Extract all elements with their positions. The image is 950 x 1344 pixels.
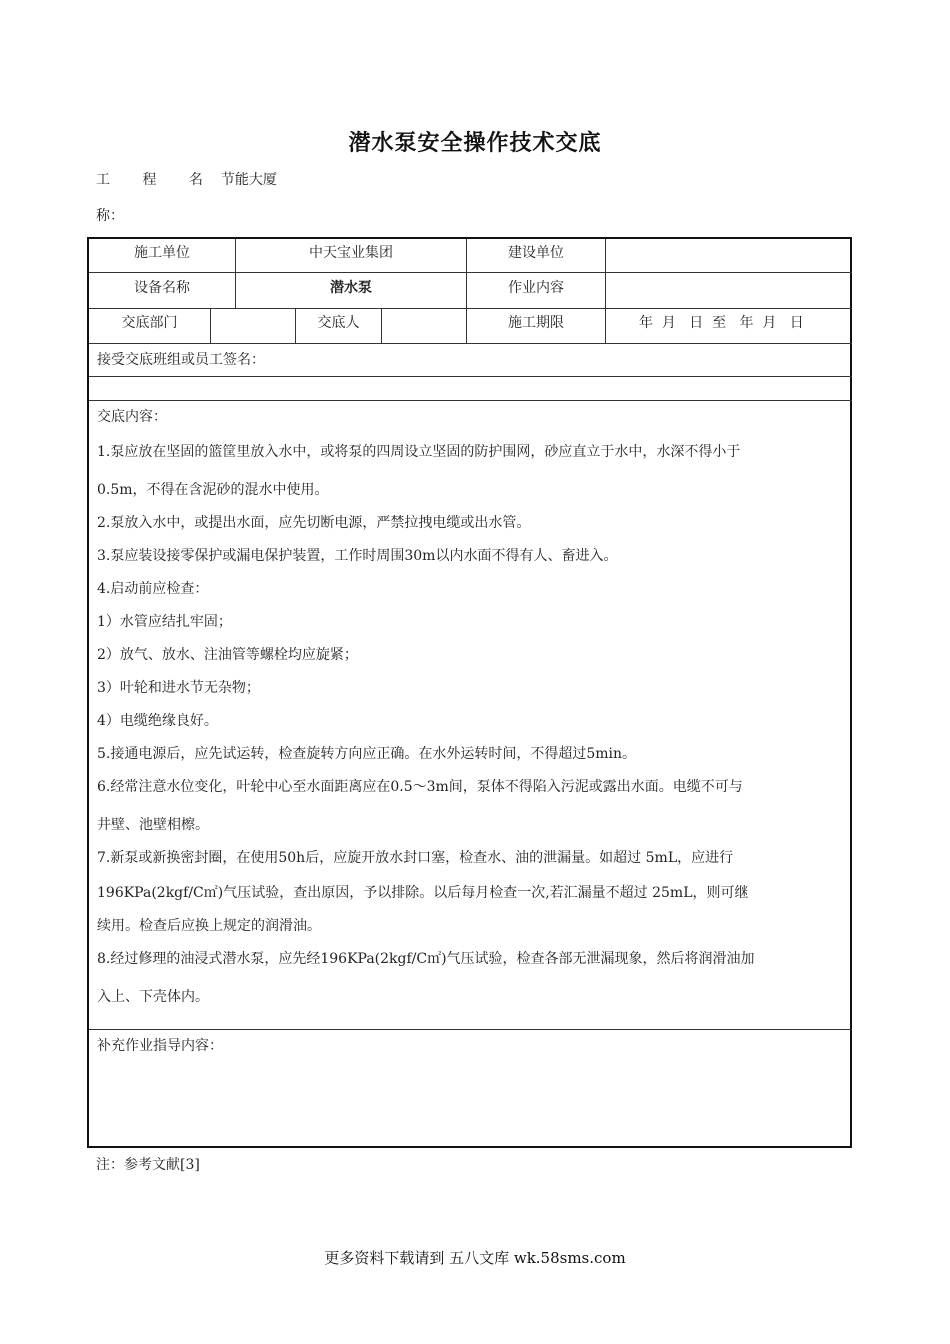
row-divider	[89, 343, 852, 344]
content-line: 2）放气、放水、注油管等螺栓均应旋紧；	[97, 647, 358, 663]
content-line: 196KPa(2kgf/C㎡)气压试验，查出原因，予以排除。以后每月检查一次,若汇漏量不超过 25mL，则可继	[97, 885, 749, 901]
project-name-value: 节能大厦	[220, 172, 277, 188]
row-divider	[89, 1029, 852, 1030]
construction-period-value: 年 月 日 至 年 月 日	[639, 315, 804, 331]
disclosure-dept-label: 交底部门	[121, 315, 178, 331]
content-line: 入上、下壳体内。	[97, 989, 209, 1005]
construction-period-label: 施工期限	[508, 315, 564, 331]
work-content-label: 作业内容	[508, 280, 564, 296]
content-line: 4.启动前应检查：	[97, 581, 209, 597]
construction-unit-label: 施工单位	[134, 245, 190, 261]
reference-note: 注：参考文献[3]	[96, 1157, 200, 1173]
col-divider	[210, 308, 211, 343]
equipment-name-value: 潜水泵	[330, 280, 372, 296]
discloser-label: 交底人	[317, 315, 360, 331]
content-line: 1.泵应放在坚固的篮筐里放入水中，或将泵的四周设立坚固的防护围网，砂应直立于水中，水深不得小于	[97, 444, 741, 460]
project-name-label: 工 程 名	[96, 172, 217, 188]
signature-label: 接受交底班组或员工签名：	[97, 352, 265, 368]
content-line: 7.新泵或新换密封圈，在使用50h后，应旋开放水封口塞，检查水、油的泄漏量。如超过 5mL，应进行	[97, 850, 734, 866]
disclosure-table	[87, 237, 852, 1148]
content-line: 3.泵应装设接零保护或漏电保护装置，工作时周围30m以内水面不得有人、畜进入。	[97, 548, 618, 564]
content-line: 8.经过修理的油浸式潜水泵，应先经196KPa(2kgf/C㎡)气压试验，检查各部无泄漏现象，然后将润滑油加	[97, 951, 755, 967]
equipment-name-label: 设备名称	[134, 280, 190, 296]
row-divider	[89, 400, 852, 401]
content-label: 交底内容：	[97, 409, 167, 425]
project-name-label-cont: 称：	[96, 208, 124, 224]
supplement-label: 补充作业指导内容：	[97, 1038, 223, 1054]
row-divider	[89, 272, 852, 273]
content-line: 6.经常注意水位变化，叶轮中心至水面距离应在0.5～3m间，泵体不得陷入污泥或露出水面。电缆不可与	[97, 779, 743, 795]
content-line: 2.泵放入水中，或提出水面，应先切断电源，严禁拉拽电缆或出水管。	[97, 515, 531, 531]
page-title: 潜水泵安全操作技术交底	[348, 131, 602, 156]
row-divider	[89, 308, 852, 309]
row-divider	[89, 376, 852, 377]
construction-unit-value: 中天宝业集团	[309, 245, 393, 261]
content-line: 0.5m，不得在含泥砂的混水中使用。	[97, 482, 329, 498]
content-line: 4）电缆绝缘良好。	[97, 713, 218, 729]
content-line: 井壁、池壁相檫。	[97, 817, 209, 833]
content-line: 续用。检查后应换上规定的润滑油。	[97, 918, 321, 934]
content-line: 5.接通电源后，应先试运转，检查旋转方向应正确。在水外运转时间，不得超过5min。	[97, 746, 637, 762]
builder-unit-label: 建设单位	[508, 245, 564, 261]
project-name-row	[96, 169, 277, 189]
col-divider	[381, 308, 382, 343]
content-line: 3）叶轮和进水节无杂物；	[97, 680, 260, 696]
col-divider	[605, 239, 606, 343]
footer-link[interactable]: 更多资料下载请到 五八文库 wk.58sms.com	[324, 1249, 626, 1267]
content-line: 1）水管应结扎牢固；	[97, 614, 232, 630]
